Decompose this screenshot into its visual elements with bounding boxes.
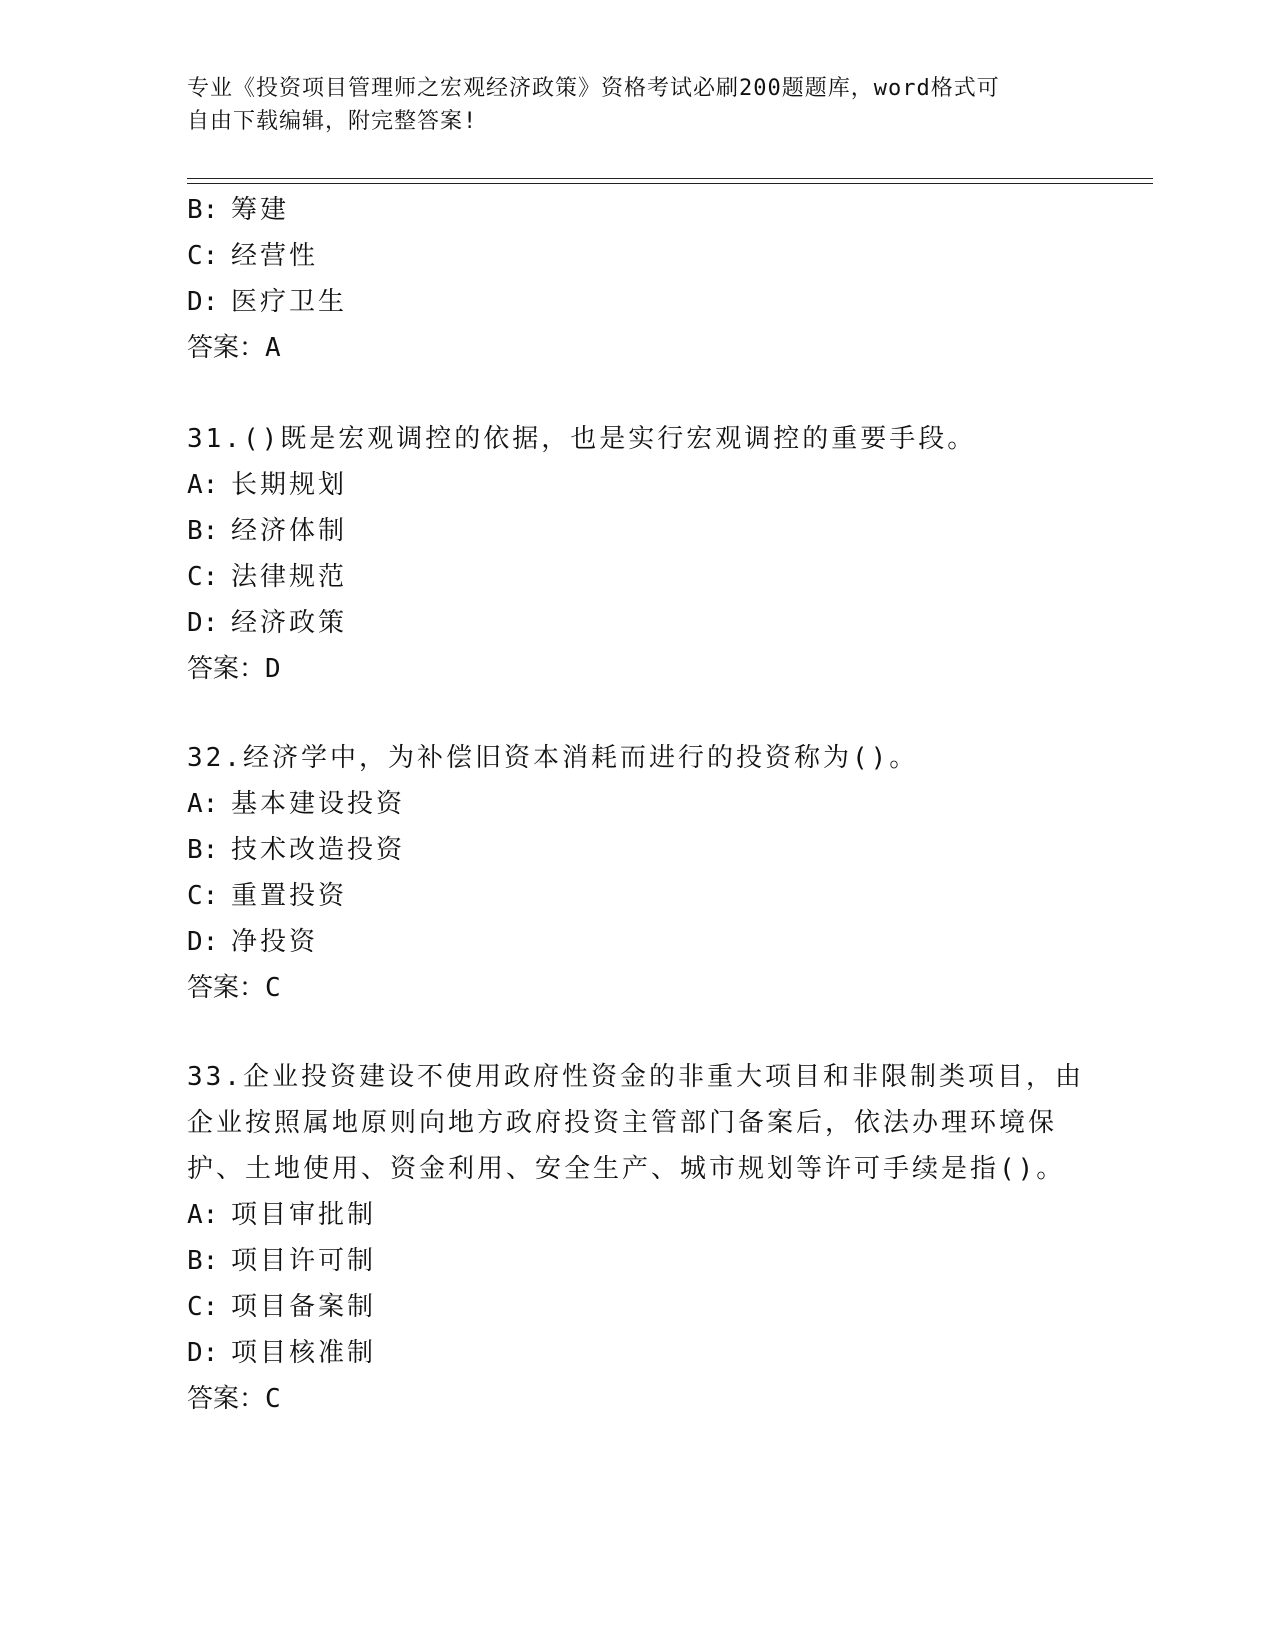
- option-key: B:: [187, 1246, 219, 1276]
- previous-question-options: [187, 187, 347, 371]
- header-divider-bottom: [187, 183, 1153, 184]
- option-d: [187, 600, 976, 646]
- option-b: [187, 1238, 1084, 1284]
- answer-label: 答案：: [187, 973, 266, 1003]
- page-header: [187, 72, 1067, 138]
- answer-line: [187, 646, 976, 692]
- option-b: [187, 508, 976, 554]
- answer-line: [187, 965, 918, 1011]
- answer-value: C: [265, 1384, 284, 1414]
- question-stem-line: 31.()既是宏观调控的依据，也是实行宏观调控的重要手段。: [187, 424, 977, 454]
- option-key: D:: [187, 608, 219, 638]
- option-key: A:: [187, 789, 219, 819]
- option-c: [187, 1284, 1084, 1330]
- question-stem: [187, 735, 918, 781]
- question-32: [187, 735, 918, 1011]
- header-divider-top: [187, 178, 1153, 179]
- answer-label: 答案：: [187, 1384, 266, 1414]
- answer-line: [187, 1376, 1084, 1422]
- question-stem: [187, 1054, 1084, 1192]
- question-stem: [187, 416, 976, 462]
- option-key: D:: [187, 1338, 219, 1368]
- option-text: 项目审批制: [231, 1200, 377, 1230]
- header-line-1: 专业《投资项目管理师之宏观经济政策》资格考试必刷200题题库，word格式可: [187, 76, 1000, 101]
- option-a: [187, 781, 918, 827]
- option-b: [187, 827, 918, 873]
- option-text: 技术改造投资: [231, 835, 406, 865]
- option-text: 经济体制: [231, 516, 348, 546]
- option-text: 项目核准制: [231, 1338, 377, 1368]
- option-key: B:: [187, 835, 219, 865]
- option-key: D:: [187, 927, 219, 957]
- answer-value: D: [265, 654, 284, 684]
- option-c: [187, 554, 976, 600]
- question-stem-line: 企业按照属地原则向地方政府投资主管部门备案后，依法办理环境保: [187, 1108, 1058, 1138]
- answer-line: [187, 325, 347, 371]
- option-d: [187, 919, 918, 965]
- header-line-2: 自由下载编辑，附完整答案!: [187, 109, 478, 134]
- option-a: [187, 462, 976, 508]
- option-key: C:: [187, 562, 219, 592]
- option-text: 净投资: [231, 927, 319, 957]
- option-key: B:: [187, 195, 219, 225]
- option-key: B:: [187, 516, 219, 546]
- option-c: [187, 233, 347, 279]
- option-key: C:: [187, 241, 219, 271]
- option-text: 筹建: [231, 195, 290, 225]
- option-key: D:: [187, 287, 219, 317]
- option-key: C:: [187, 1292, 219, 1322]
- option-d: [187, 1330, 1084, 1376]
- option-text: 法律规范: [231, 562, 348, 592]
- option-d: [187, 279, 347, 325]
- option-text: 基本建设投资: [231, 789, 406, 819]
- option-key: C:: [187, 881, 219, 911]
- answer-value: C: [265, 973, 284, 1003]
- option-b: [187, 187, 347, 233]
- question-stem-line: 33.企业投资建设不使用政府性资金的非重大项目和非限制类项目，由: [187, 1062, 1084, 1092]
- option-key: A:: [187, 1200, 219, 1230]
- option-text: 医疗卫生: [231, 287, 348, 317]
- option-text: 长期规划: [231, 470, 348, 500]
- option-c: [187, 873, 918, 919]
- question-stem-line: 护、土地使用、资金利用、安全生产、城市规划等许可手续是指()。: [187, 1154, 1066, 1184]
- answer-label: 答案：: [187, 333, 266, 363]
- option-key: A:: [187, 470, 219, 500]
- question-31: [187, 416, 976, 692]
- option-text: 项目备案制: [231, 1292, 377, 1322]
- question-33: [187, 1054, 1084, 1422]
- answer-label: 答案：: [187, 654, 266, 684]
- option-text: 经营性: [231, 241, 319, 271]
- option-a: [187, 1192, 1084, 1238]
- option-text: 项目许可制: [231, 1246, 377, 1276]
- question-stem-line: 32.经济学中，为补偿旧资本消耗而进行的投资称为()。: [187, 743, 919, 773]
- option-text: 经济政策: [231, 608, 348, 638]
- option-text: 重置投资: [231, 881, 348, 911]
- answer-value: A: [265, 333, 284, 363]
